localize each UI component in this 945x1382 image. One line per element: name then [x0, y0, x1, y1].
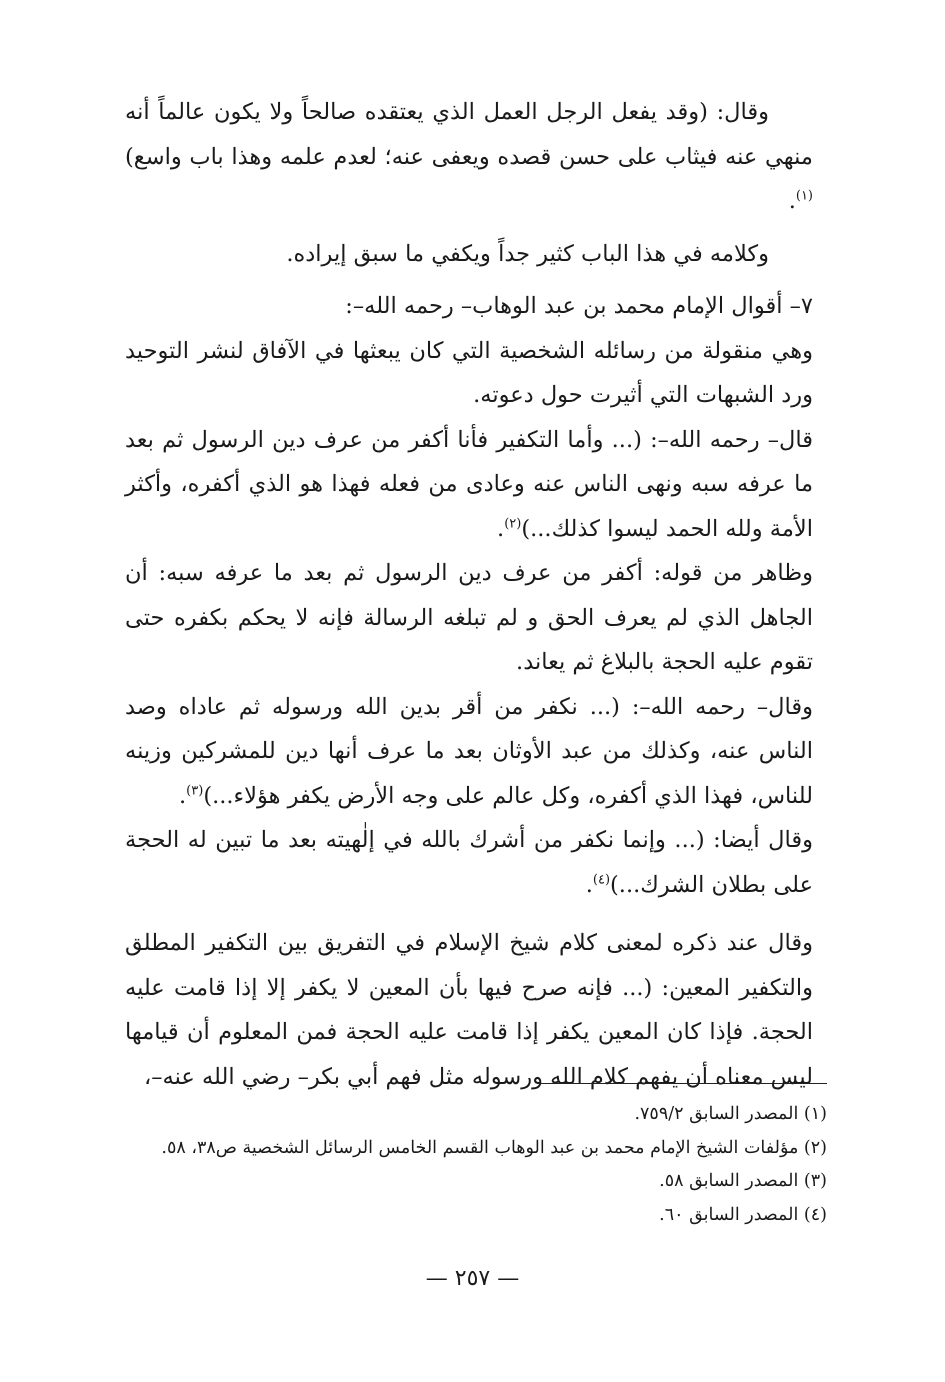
section-heading-7: ٧– أقوال الإمام محمد بن عبد الوهاب– رحمه الله–:	[345, 293, 813, 319]
paragraph-7-text: وقال أيضا: (... وإنما نكفر من أشرك بالله في إلٰهيته بعد ما تبين له الحجة على بطلان الشرك...)	[125, 827, 813, 898]
paragraph-2: وكلامه في هذا الباب كثير جداً ويكفي ما سبق إيراده.	[286, 240, 769, 267]
footnote-2: (٢) مؤلفات الشيخ الإمام محمد بن عبد الوهاب القسم الخامس الرسائل الشخصية ص٣٨، ٥٨.	[161, 1137, 827, 1158]
footnote-ref-4[interactable]: (٤)	[592, 872, 611, 887]
paragraph-4-end: .	[497, 515, 505, 542]
footnotes	[127, 1098, 827, 1232]
paragraph-8: وقال عند ذكره لمعنى كلام شيخ الإسلام في التفريق بين التكفير المطلق والتكفير المعين: (... فإنه صرح فيها بأن المعين لا يكفر إلا إذا قامت عليه الحجة. فإذا كان المعين يكفر إذا قامت عليه الحجة فمن المعلوم أن قيامها ليس معناه أن يفهم كلام الله ورسوله مثل فهم أبي بكر– رضي الله عنه–،	[125, 930, 814, 1090]
footnote-divider	[537, 1083, 827, 1084]
paragraph-4	[125, 418, 813, 552]
footnote-3: (٣) المصدر السابق ٥٨.	[659, 1171, 827, 1191]
paragraph-1	[125, 90, 813, 224]
paragraph-1-text: وقال: (وقد يفعل الرجل العمل الذي يعتقده صالحاً ولا يكون عالماً أنه منهي عنه فيثاب على حسن قصده ويعفى عنه؛ لعدم علمه وهذا باب واسع)	[125, 99, 813, 170]
footnote-ref-2[interactable]: (٢)	[504, 516, 522, 531]
paragraph-6-text: وقال– رحمه الله–: (... نكفر من أقر بدين الله ورسوله ثم عاداه وصد الناس عنه، وكذلك من عبد الأوثان بعد ما عرف أنها دين للمشركين وزينه للناس، فهذا الذي أكفره، وكل عالم على وجه الأرض يكفر هؤلاء...)	[125, 693, 813, 809]
footnote-1: (١) المصدر السابق ٧٥٩/٢.	[634, 1104, 827, 1124]
paragraph-7-end: .	[585, 871, 593, 898]
paragraph-7	[125, 818, 813, 907]
paragraph-5: وظاهر من قوله: أكفر من عرف دين الرسول ثم بعد ما عرفه سبه: أن الجاهل الذي لم يعرف الحق و لم تبلغه الرسالة فإنه لا يحكم بكفره حتى تقوم عليه الحجة بالبلاغ ثم يعاند.	[125, 560, 813, 675]
paragraph-1-end: .	[788, 188, 796, 214]
paragraph-3: وهي منقولة من رسائله الشخصية التي كان يبعثها في الآفاق لنشر التوحيد ورد الشبهات التي أثيرت حول دعوته.	[125, 337, 813, 408]
footnote-4: (٤) المصدر السابق ٦٠.	[659, 1204, 827, 1225]
page-body	[125, 90, 813, 1099]
page-number: — ٢٥٧ —	[425, 1266, 520, 1291]
paragraph-4-text: قال– رحمه الله–: (... وأما التكفير فأنا أكفر من عرف دين الرسول ثم بعد ما عرفه سبه ونهى الناس عنه وعادى من فعله فهذا هو الذي أكفره، وأكثر الأمة ولله الحمد ليسوا كذلك...)	[125, 426, 813, 542]
paragraph-6	[125, 685, 813, 819]
paragraph-6-end: .	[179, 782, 187, 809]
footnote-ref-1[interactable]: (١)	[795, 188, 813, 204]
footnote-ref-3[interactable]: (٣)	[186, 783, 204, 798]
